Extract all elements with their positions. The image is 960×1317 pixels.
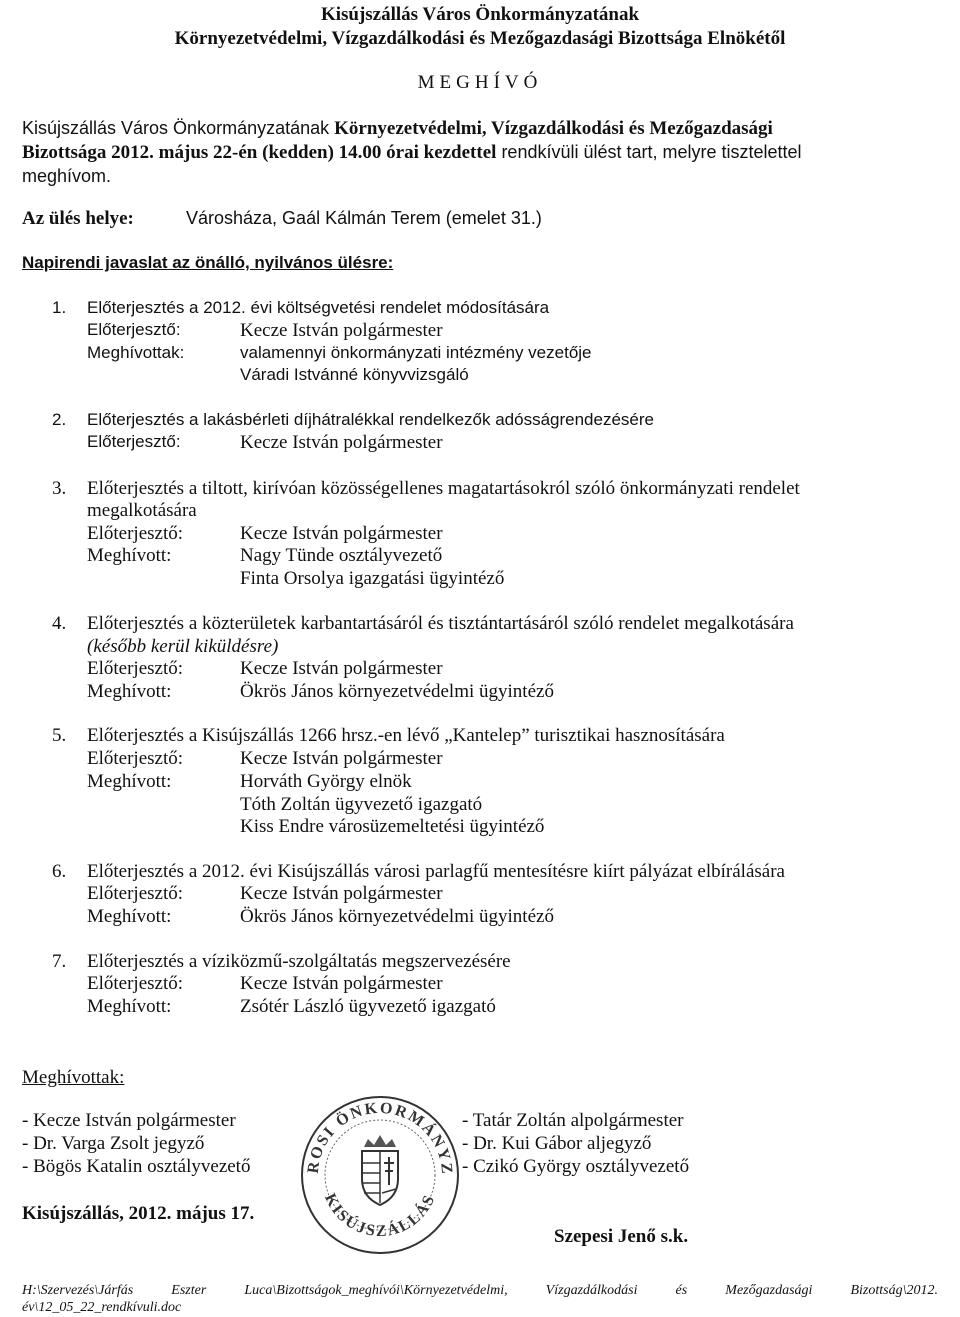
place-date: Kisújszállás, 2012. május 17. — [22, 1203, 255, 1224]
invited-left-1: - Kecze István polgármester — [22, 1110, 236, 1131]
agenda-item-1-invited-1: valamennyi önkormányzati intézmény vezetője — [240, 343, 592, 362]
intro-line-1 — [22, 118, 773, 140]
agenda-item-1-invited-2: Váradi Istvánné könyvvizsgáló — [240, 365, 469, 384]
intro-line-1-b: Környezetvédelmi, Vízgazdálkodási és Mezőgazdasági — [334, 118, 773, 139]
agenda-item-4-invited-label: Meghívott: — [87, 681, 172, 702]
agenda-item-3-presenter-label: Előterjesztő: — [87, 523, 184, 544]
invited-heading: Meghívottak: — [22, 1067, 125, 1088]
agenda-item-7-title: Előterjesztés a víziközmű-szolgáltatás megszervezésére — [87, 951, 511, 972]
agenda-item-7-invited-label: Meghívott: — [87, 996, 172, 1017]
agenda-item-6-invited-1: Ökrös János környezetvédelmi ügyintéző — [240, 906, 554, 927]
agenda-item-1-title: Előterjesztés a 2012. évi költségvetési rendelet módosítására — [87, 298, 550, 317]
header-line-1: Kisújszállás Város Önkormányzatának — [320, 4, 640, 25]
official-stamp — [298, 1093, 462, 1257]
agenda-item-2-presenter: Kecze István polgármester — [240, 432, 443, 453]
agenda-item-3-invited-1: Nagy Tünde osztályvezető — [240, 545, 443, 566]
agenda-item-5-invited-label: Meghívott: — [87, 771, 172, 792]
agenda-item-4-presenter: Kecze István polgármester — [240, 658, 443, 679]
agenda-item-3-title-cont: megalkotására — [87, 500, 197, 521]
stamp-bottom-text: KISÚJSZÁLLÁS — [321, 1191, 439, 1241]
agenda-item-6-invited-label: Meghívott: — [87, 906, 172, 927]
agenda-item-6-presenter-label: Előterjesztő: — [87, 883, 184, 904]
agenda-item-3-invited-label: Meghívott: — [87, 545, 172, 566]
agenda-item-4-number: 4. — [52, 613, 67, 634]
invited-left-3: - Bögös Katalin osztályvezető — [22, 1156, 251, 1177]
venue-label: Az ülés helye: — [22, 208, 134, 229]
file-path-line-2: év\12_05_22_rendkívuli.doc — [22, 1300, 182, 1315]
intro-line-1-a: Kisújszállás Város Önkormányzatának — [22, 118, 335, 138]
agenda-item-4-presenter-label: Előterjesztő: — [87, 658, 184, 679]
agenda-item-5-presenter: Kecze István polgármester — [240, 748, 443, 769]
agenda-item-1-number: 1. — [52, 298, 67, 317]
agenda-item-5-number: 5. — [52, 725, 67, 746]
agenda-item-4-note: (később kerül kiküldésre) — [87, 636, 279, 657]
svg-text:VÁROSI ÖNKORMÁNYZAT — [298, 1093, 455, 1176]
agenda-item-1-invited-label: Meghívottak: — [87, 343, 185, 362]
agenda-item-4-invited-1: Ökrös János környezetvédelmi ügyintéző — [240, 681, 554, 702]
agenda-item-1-presenter: Kecze István polgármester — [240, 320, 443, 341]
agenda-item-5-presenter-label: Előterjesztő: — [87, 748, 184, 769]
agenda-item-5-invited-2: Tóth Zoltán ügyvezető igazgató — [240, 794, 483, 815]
invited-left-2: - Dr. Varga Zsolt jegyző — [22, 1133, 205, 1154]
intro-line-2 — [22, 142, 802, 164]
signature: Szepesi Jenő s.k. — [554, 1226, 689, 1247]
agenda-item-7-number: 7. — [52, 951, 67, 972]
invited-right-1: - Tatár Zoltán alpolgármester — [462, 1110, 684, 1131]
intro-line-3: meghívom. — [22, 166, 112, 186]
agenda-item-6-presenter: Kecze István polgármester — [240, 883, 443, 904]
agenda-item-5-invited-1: Horváth György elnök — [240, 771, 412, 792]
intro-line-2-b: rendkívüli ülést tart, melyre tisztelettel — [496, 142, 802, 162]
invited-right-3: - Czikó György osztályvezető — [462, 1156, 690, 1177]
document-title: MEGHÍVÓ — [417, 72, 543, 93]
agenda-item-1-presenter-label: Előterjesztő: — [87, 320, 181, 339]
stamp-top-text: ROSI ÖNKORMÁNYZ — [304, 1099, 456, 1177]
intro-line-2-a: Bizottsága 2012. május 22-én (kedden) 14.00 órai kezdettel — [22, 142, 497, 163]
agenda-item-6-number: 6. — [52, 861, 67, 882]
invited-right-2: - Dr. Kui Gábor aljegyző — [462, 1133, 652, 1154]
venue-value: Városháza, Gaál Kálmán Terem (emelet 31.) — [186, 208, 542, 228]
agenda-item-7-presenter-label: Előterjesztő: — [87, 973, 184, 994]
agenda-item-3-title: Előterjesztés a tiltott, kirívóan közösségellenes magatartásokról szóló önkormányzati rendelet — [87, 478, 800, 499]
agenda-item-4-title: Előterjesztés a közterületek karbantartásáról és tisztántartásáról szóló rendelet megalkotására — [87, 613, 794, 634]
stamp-seal-icon — [298, 1093, 462, 1257]
agenda-item-3-invited-2: Finta Orsolya igazgatási ügyintéző — [240, 568, 505, 589]
agenda-heading: Napirendi javaslat az önálló, nyilvános ülésre: — [22, 253, 394, 272]
header-line-2: Környezetvédelmi, Vízgazdálkodási és Mezőgazdasági Bizottsága Elnökétől — [174, 28, 786, 49]
agenda-item-3-number: 3. — [52, 478, 67, 499]
file-path-line-1: H:\Szervezés\Járfás Eszter Luca\Bizottságok_meghívói\Környezetvédelmi, Vízgazdálkodási és Mezőgazdasági Bizottság\2012. — [22, 1283, 938, 1298]
agenda-item-2-title: Előterjesztés a lakásbérleti díjhátralékkal rendelkezők adósságrendezésére — [87, 410, 654, 429]
agenda-item-7-presenter: Kecze István polgármester — [240, 973, 443, 994]
agenda-item-7-invited-1: Zsótér László ügyvezető igazgató — [240, 996, 496, 1017]
agenda-item-6-title: Előterjesztés a 2012. évi Kisújszállás városi parlagfű mentesítésre kiírt pályázat elbírálására — [87, 861, 785, 882]
agenda-item-3-presenter: Kecze István polgármester — [240, 523, 443, 544]
agenda-item-5-title: Előterjesztés a Kisújszállás 1266 hrsz.-en lévő „Kantelep” turisztikai hasznosítására — [87, 725, 725, 746]
agenda-item-2-number: 2. — [52, 410, 67, 429]
agenda-item-5-invited-3: Kiss Endre városüzemeltetési ügyintéző — [240, 816, 545, 837]
agenda-item-2-presenter-label: Előterjesztő: — [87, 432, 181, 451]
